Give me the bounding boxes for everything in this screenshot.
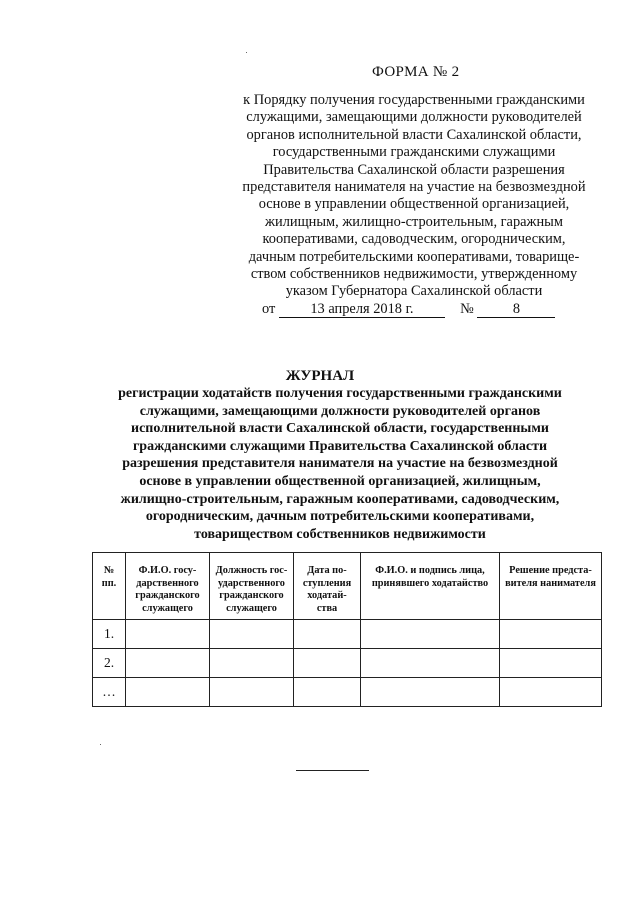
- table-cell: [294, 620, 361, 649]
- header-line: Дата по-: [307, 565, 347, 576]
- header-position: [210, 553, 294, 620]
- row-number: …: [93, 678, 126, 707]
- table-row: [93, 649, 602, 678]
- header-line: гражданского: [135, 590, 200, 601]
- approval-date: 13 апреля 2018 г.: [279, 301, 445, 318]
- table-cell: [126, 620, 210, 649]
- scan-speck: [246, 52, 247, 53]
- approval-number: 8: [477, 301, 555, 318]
- end-of-document-rule: [296, 770, 369, 771]
- header-line: пп.: [101, 577, 117, 589]
- table-cell: [210, 649, 294, 678]
- preamble-line: Правительства Сахалинской области разрешения: [263, 161, 565, 178]
- table-header-row: [93, 553, 602, 620]
- header-employee-name: [126, 553, 210, 620]
- table-cell: [126, 678, 210, 707]
- header-line: гражданского: [219, 590, 284, 601]
- table-cell: [361, 678, 500, 707]
- approval-date-line: [262, 301, 555, 318]
- preamble-line: государственными гражданскими служащими: [272, 144, 556, 161]
- header-line: ударственного: [218, 577, 285, 589]
- table-cell: [500, 620, 602, 649]
- header-number: [93, 553, 126, 620]
- table-cell: [361, 649, 500, 678]
- preamble-line: органов исполнительной власти Сахалинской области,: [246, 126, 582, 143]
- header-line: принявшего ходатайство: [371, 577, 489, 589]
- subtitle-line: служащими, замещающими должности руководителей органов: [139, 403, 541, 419]
- header-line: Решение предста-: [509, 565, 592, 576]
- header-line: ступления: [302, 577, 352, 589]
- subtitle-line: гражданскими служащими Правительства Сахалинской области: [132, 438, 548, 454]
- table-row: [93, 678, 602, 707]
- preamble-line: к Порядку получения государственными гражданскими: [243, 92, 585, 108]
- header-line: вителя нанимателя: [505, 577, 596, 589]
- scan-speck: [100, 744, 101, 745]
- preamble-line: дачным потребительскими кооперативами, товарище-: [248, 248, 580, 265]
- header-line: ства: [316, 602, 338, 614]
- preamble-line: представителя нанимателя на участие на безвозмездной: [242, 179, 586, 196]
- header-line: служащего: [226, 602, 277, 614]
- row-number: 2.: [93, 649, 126, 678]
- header-line: ходатай-: [307, 590, 347, 601]
- table-cell: [294, 649, 361, 678]
- header-line: служащего: [142, 602, 193, 614]
- header-line: №: [103, 565, 115, 576]
- journal-subtitle: [112, 385, 568, 543]
- subtitle-line: основе в управлении общественной организацией, жилищным,: [139, 473, 541, 489]
- table-cell: [210, 678, 294, 707]
- table-row: [93, 620, 602, 649]
- header-receiver: [361, 553, 500, 620]
- subtitle-line: разрешения представителя нанимателя на участие на безвозмездной: [122, 456, 558, 472]
- form-preamble: [228, 92, 600, 301]
- header-line: Ф.И.О. госу-: [138, 565, 197, 576]
- preamble-line: жилищным, жилищно-строительным, гаражным: [265, 213, 563, 230]
- header-line: дарственного: [136, 577, 199, 589]
- table-cell: [361, 620, 500, 649]
- header-receipt-date: [294, 553, 361, 620]
- preamble-line: основе в управлении общественной организацией,: [258, 196, 570, 213]
- header-line: Должность гос-: [215, 565, 288, 576]
- table-cell: [210, 620, 294, 649]
- header-line: Ф.И.О. и подпись лица,: [375, 565, 485, 576]
- table-cell: [294, 678, 361, 707]
- subtitle-line: товариществом собственников недвижимости: [194, 526, 486, 542]
- form-title: ФОРМА № 2: [372, 64, 460, 80]
- preamble-line: указом Губернатора Сахалинской области: [285, 283, 543, 300]
- subtitle-line: исполнительной власти Сахалинской области, государственными: [131, 421, 549, 437]
- preamble-line: ством собственников недвижимости, утвержденному: [250, 266, 578, 283]
- table-cell: [126, 649, 210, 678]
- journal-title: ЖУРНАЛ: [285, 368, 355, 384]
- date-prefix: от: [262, 301, 276, 317]
- preamble-line: служащими, замещающими должности руководителей: [246, 109, 582, 126]
- number-sign: №: [460, 301, 474, 317]
- table-cell: [500, 649, 602, 678]
- preamble-line: кооперативами, садоводческим, огородническим,: [262, 231, 566, 248]
- subtitle-line: регистрации ходатайств получения государственными гражданскими: [118, 386, 562, 401]
- registration-table: [92, 552, 602, 707]
- header-decision: [500, 553, 602, 620]
- table-cell: [500, 678, 602, 707]
- subtitle-line: жилищно-строительным, гаражным кооперативами, садоводческим,: [120, 491, 560, 507]
- subtitle-line: огородническим, дачным потребительскими кооперативами,: [145, 509, 535, 525]
- row-number: 1.: [93, 620, 126, 649]
